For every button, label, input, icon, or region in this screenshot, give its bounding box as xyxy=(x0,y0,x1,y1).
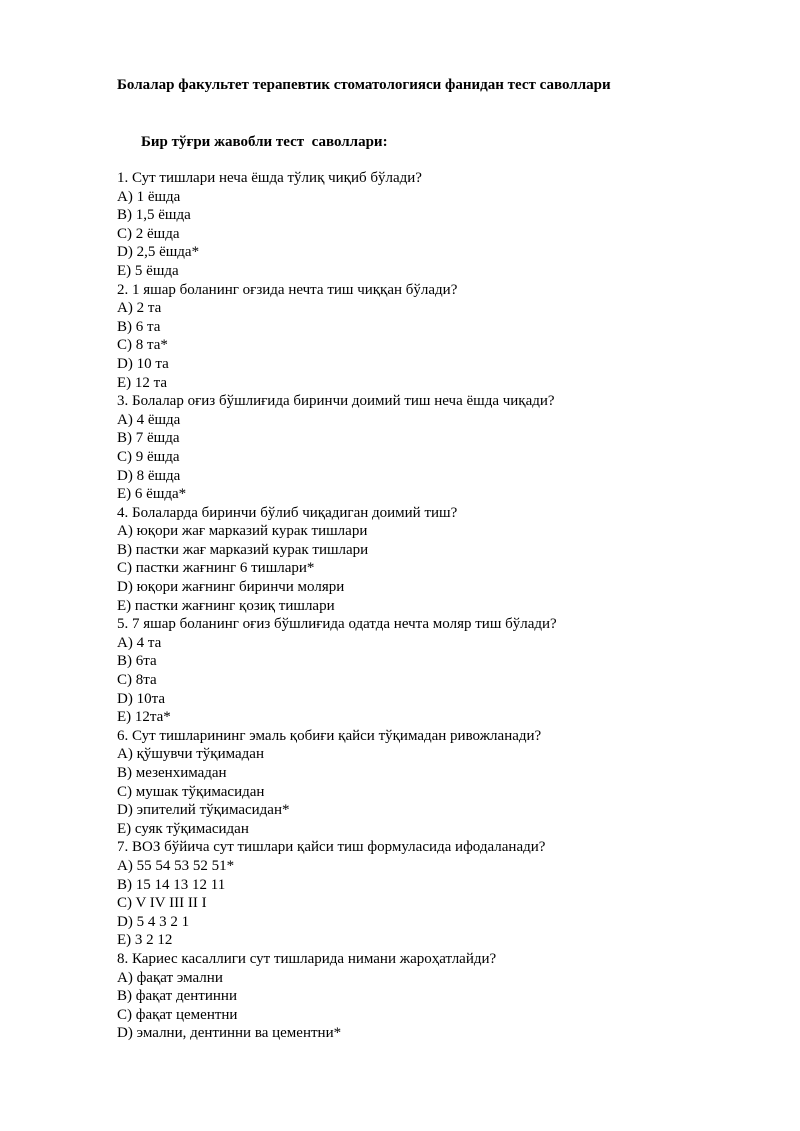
answer-option: C) пастки жағнинг 6 тишлари* xyxy=(117,560,315,577)
answer-option: D) 10та xyxy=(117,690,165,707)
answer-option: C) 8 та* xyxy=(117,337,168,354)
answer-option: D) 8 ёшда xyxy=(117,467,181,484)
answer-option: B) мезенхимадан xyxy=(117,765,227,781)
answer-option: E) суяк тўқимасидан xyxy=(117,820,249,837)
answer-option: E) 12та* xyxy=(117,709,171,726)
answer-option: A) юқори жағ марказий курак тишлари xyxy=(117,523,368,540)
answer-option: B) 6та xyxy=(117,653,157,670)
answer-option: A) 55 54 53 52 51* xyxy=(117,857,235,874)
question-block xyxy=(117,615,757,727)
answer-option: B) 7 ёшда xyxy=(117,430,180,447)
answer-option: D) 5 4 3 2 1 xyxy=(117,913,190,930)
answer-option: C) 9 ёшда xyxy=(117,448,180,465)
question-text: 5. 7 яшар боланинг оғиз бўшлиғида одатда нечта моляр тиш бўлади? xyxy=(117,616,557,633)
answer-option: A) қўшувчи тўқимадан xyxy=(117,746,264,763)
question-block xyxy=(117,392,757,504)
answer-option: B) 15 14 13 12 11 xyxy=(117,876,226,893)
question-block xyxy=(117,727,757,839)
answer-option: B) пастки жағ марказий курак тишлари xyxy=(117,541,369,558)
answer-option: D) эпителий тўқимасидан* xyxy=(117,802,290,819)
answer-option: E) 5 ёшда xyxy=(117,262,179,279)
answer-option: B) 6 та xyxy=(117,318,161,335)
question-text: 4. Болаларда биринчи бўлиб чиқадиган доимий тиш? xyxy=(117,504,458,521)
answer-option: A) 2 та xyxy=(117,300,162,317)
answer-option: C) мушак тўқимасидан xyxy=(117,783,265,800)
question-text: 8. Кариес касаллиги сут тишларида нимани жароҳатлайди? xyxy=(117,950,497,967)
answer-option: A) 1 ёшда xyxy=(117,188,181,205)
question-block xyxy=(117,838,757,950)
question-block xyxy=(117,169,757,281)
section-subtitle: Бир тўғри жавобли тест саволлари: xyxy=(141,134,388,150)
question-block xyxy=(117,281,757,393)
answer-option: E) 6 ёшда* xyxy=(117,486,187,503)
answer-option: D) юқори жағнинг биринчи моляри xyxy=(117,579,345,596)
answer-option: E) пастки жағнинг қозиқ тишлари xyxy=(117,597,335,614)
answer-option: C) V IV III II I xyxy=(117,895,207,912)
question-text: 6. Сут тишларининг эмаль қобиғи қайси тўқимадан ривожланади? xyxy=(117,727,542,744)
question-block xyxy=(117,504,757,616)
question-block xyxy=(117,950,757,1043)
answer-option: B) 1,5 ёшда xyxy=(117,207,191,224)
answer-option: D) 2,5 ёшда* xyxy=(117,244,200,261)
question-text: 7. ВОЗ бўйича сут тишлари қайси тиш формуласида ифодаланади? xyxy=(117,839,546,856)
answer-option: E) 3 2 12 xyxy=(117,932,173,949)
question-text: 3. Болалар оғиз бўшлиғида биринчи доимий тиш неча ёшда чиқади? xyxy=(117,393,555,410)
answer-option: A) 4 та xyxy=(117,634,162,651)
answer-option: D) эмални, дентинни ва цементни* xyxy=(117,1025,342,1042)
question-text: 2. 1 яшар боланинг оғзида нечта тиш чиққан бўлади? xyxy=(117,281,458,298)
answer-option: E) 12 та xyxy=(117,374,168,391)
answer-option: A) 4 ёшда xyxy=(117,411,181,428)
question-list xyxy=(117,169,757,1043)
answer-option: D) 10 та xyxy=(117,355,169,372)
answer-option: C) 8та xyxy=(117,672,157,689)
answer-option: C) фақат цементни xyxy=(117,1006,238,1023)
document-title: Болалар факультет терапевтик стоматологияси фанидан тест саволлари xyxy=(117,77,611,93)
answer-option: B) фақат дентинни xyxy=(117,988,237,1005)
answer-option: C) 2 ёшда xyxy=(117,225,180,242)
question-text: 1. Сут тишлари неча ёшда тўлиқ чиқиб бўлади? xyxy=(117,170,422,186)
answer-option: A) фақат эмални xyxy=(117,969,223,986)
